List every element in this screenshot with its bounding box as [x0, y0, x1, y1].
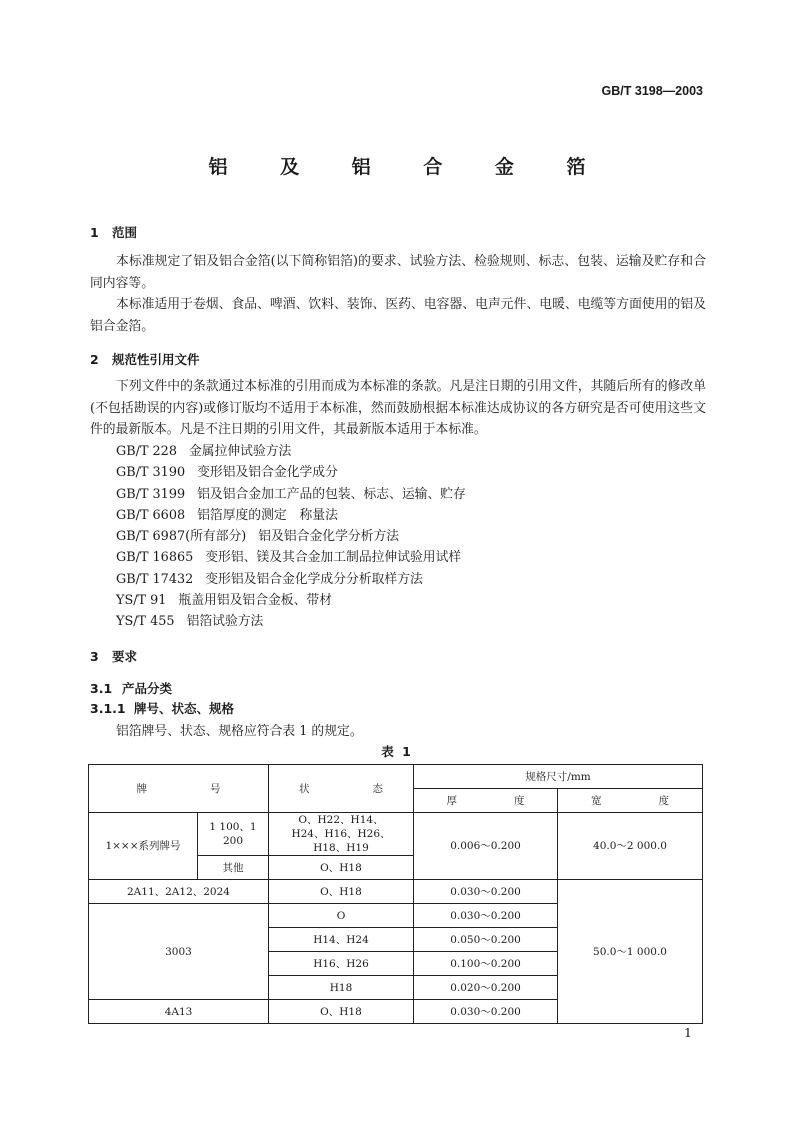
cell-thickness: 0.100～0.200 [414, 952, 558, 976]
cell-grade: 3003 [89, 904, 269, 1000]
header-temper: 状 态 [269, 765, 414, 813]
reference-title: 变形铝及铝合金化学成分 [197, 465, 338, 481]
cell-temper: O、H18 [269, 880, 414, 904]
reference-item [116, 547, 466, 568]
reference-item [116, 569, 466, 590]
reference-title: 铝箔试验方法 [186, 614, 264, 630]
header-width: 宽 度 [558, 789, 703, 813]
reference-item [116, 484, 466, 505]
paragraph: 本标准适用于卷烟、食品、啤酒、饮料、装饰、医药、电容器、电声元件、电暖、电缆等方面使用的铝及铝合金箔。 [90, 297, 706, 334]
cell-grade: 2A11、2A12、2024 [89, 880, 269, 904]
cell-thickness: 0.020～0.200 [414, 976, 558, 1000]
cell-temper: H14、H24 [269, 928, 414, 952]
reference-code: GB/T 3199 [116, 486, 186, 502]
cell-temper: O [269, 904, 414, 928]
reference-item [116, 462, 466, 483]
cell-width: 40.0～2 000.0 [558, 813, 703, 880]
cell-thickness: 0.030～0.200 [414, 880, 558, 904]
spec-table [88, 764, 703, 1024]
section-title: 产品分类 [122, 681, 173, 696]
reference-title: 铝及铝合金加工产品的包装、标志、运输、贮存 [197, 486, 466, 502]
cell-grade: 其他 [198, 856, 269, 880]
section-number: 1 [90, 225, 99, 240]
cell-temper: O、H22、H14、H24、H16、H26、H18、H19 [269, 813, 414, 856]
cell-grade: 1 100、1 200 [198, 813, 269, 856]
paragraph: 本标准规定了铝及铝合金箔(以下简称铝箔)的要求、试验方法、检验规则、标志、包装、运输及贮存和合同内容等。 [90, 254, 706, 291]
reference-code: YS/T 91 [116, 593, 167, 609]
page-number: 1 [684, 1025, 692, 1040]
reference-item [116, 526, 466, 547]
reference-title: 变形铝、镁及其合金加工制品拉伸试验用试样 [205, 550, 462, 566]
standard-number: GB/T 3198—2003 [601, 84, 703, 98]
section-number: 2 [90, 352, 99, 367]
cell-temper: H18 [269, 976, 414, 1000]
section-title: 要求 [112, 649, 138, 664]
reference-item [116, 505, 466, 526]
cell-series-1xxx: 1×××系列牌号 [89, 813, 198, 880]
section-title: 牌号、状态、规格 [134, 701, 235, 716]
reference-title: 铝箔厚度的测定 称量法 [197, 507, 338, 523]
reference-code: GB/T 17432 [116, 571, 194, 587]
reference-item [116, 590, 466, 611]
reference-item [116, 611, 466, 632]
document-title: 铝 及 铝 合 金 箔 [208, 156, 609, 178]
cell-thickness: 0.006～0.200 [414, 813, 558, 880]
section-2-heading [90, 350, 200, 368]
section-1-heading [90, 223, 137, 241]
cell-thickness: 0.030～0.200 [414, 904, 558, 928]
section-number: 3.1.1 [90, 701, 126, 716]
cell-temper: H16、H26 [269, 952, 414, 976]
reference-code: GB/T 6608 [116, 507, 186, 523]
reference-item [116, 441, 466, 462]
section-3-1-1-heading [90, 699, 234, 717]
section-number: 3 [90, 649, 99, 664]
reference-title: 金属拉伸试验方法 [188, 444, 292, 459]
cell-temper: O、H18 [269, 856, 414, 880]
reference-title: 变形铝及铝合金化学成分分析取样方法 [205, 571, 423, 587]
reference-code: GB/T 6987(所有部分) [116, 529, 247, 545]
table-row [89, 880, 703, 904]
header-spec: 规格尺寸/mm [414, 765, 703, 789]
reference-list [116, 441, 466, 633]
section-title: 规范性引用文件 [112, 352, 200, 367]
reference-code: YS/T 455 [116, 614, 175, 630]
cell-temper: O、H18 [269, 1000, 414, 1024]
section-3-heading [90, 647, 137, 665]
reference-title: 铝及铝合金化学分析方法 [258, 529, 400, 545]
reference-title: 瓶盖用铝及铝合金板、带材 [178, 593, 332, 609]
table-header-row [89, 765, 703, 789]
header-grade: 牌 号 [89, 765, 269, 813]
cell-grade: 4A13 [89, 1000, 269, 1024]
section-2-body [90, 376, 706, 441]
header-thickness: 厚 度 [414, 789, 558, 813]
paragraph: 下列文件中的条款通过本标准的引用而成为本标准的条款。凡是注日期的引用文件，其随后所有的修改单(不包括勘误的内容)或修订版均不适用于本标准，然而鼓励根据本标准达成协议的各方研究是否可使用这些文件的最新版本。凡是不注日期的引用文件，其最新版本适用于本标准。 [90, 379, 706, 437]
reference-code: GB/T 228 [116, 444, 177, 459]
section-3-1-heading [90, 679, 172, 697]
table-intro: 铝箔牌号、状态、规格应符合表 1 的规定。 [116, 724, 363, 739]
reference-code: GB/T 16865 [116, 550, 194, 566]
section-title: 范围 [112, 225, 138, 240]
cell-width: 50.0～1 000.0 [558, 880, 703, 1024]
section-number: 3.1 [90, 681, 113, 696]
table-row [89, 813, 703, 856]
cell-thickness: 0.030～0.200 [414, 1000, 558, 1024]
reference-code: GB/T 3190 [116, 465, 186, 481]
table-caption: 表 1 [381, 744, 413, 759]
section-1-body [90, 251, 706, 337]
cell-thickness: 0.050～0.200 [414, 928, 558, 952]
